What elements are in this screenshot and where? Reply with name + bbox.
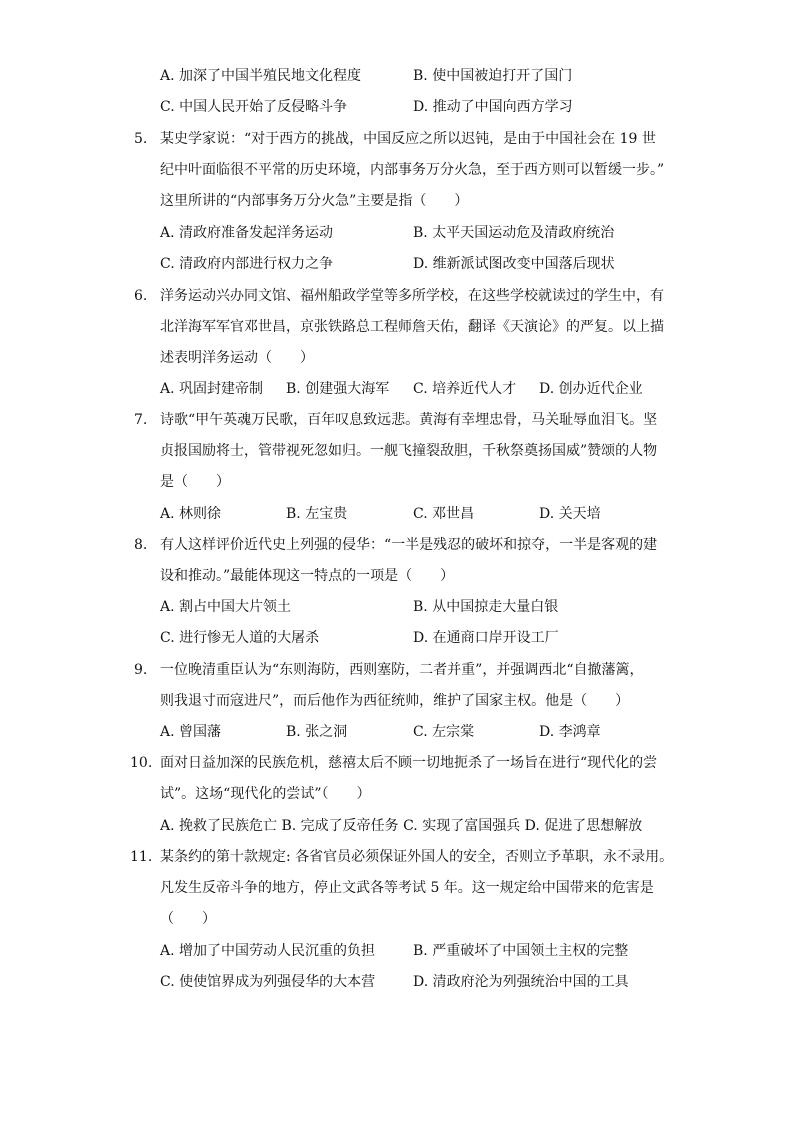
question-text-line: 某史学家说：“对于西方的挑战，中国反应之所以迟钝，是由于中国社会在 19 世 [160,131,656,147]
option-d: D. 推动了中国向西方学习 [413,99,573,115]
option-d: D. 维新派试图改变中国落后现状 [413,256,615,272]
option-c: C. 左宗棠 [413,724,475,740]
option-a: A. 清政府准备发起洋务运动 [160,225,334,241]
option-b: B. 张之洞 [286,724,348,740]
question-text-line: 试”。这场“现代化的尝试”（ ） [160,786,371,802]
option-b: B. 太平天国运动危及清政府统治 [413,225,615,241]
question-text-line: 则我退寸而寇进尺”，而后他作为西征统帅，维护了国家主权。他是（ ） [160,693,630,709]
option-a: A. 林则徐 [160,506,222,522]
option-a: A. 曾国藩 [160,724,222,740]
option-a: A. 巩固封建帝制 [160,381,264,397]
question-text-line: 一位晚清重臣认为“东则海防，西则塞防，二者并重”，并强调西北“自撤藩篱， [160,662,644,678]
option-b: B. 从中国掠走大量白银 [413,599,559,615]
question-text-line: （ ） [160,911,216,927]
question-text-line: 述表明洋务运动（ ） [160,350,314,366]
option-a: A. 割占中国大片领土 [160,599,292,615]
option-c: C. 使使馆界成为列强侵华的大本营 [160,974,376,990]
question-text-line: 是（ ） [160,474,230,490]
option-a: A. 加深了中国半殖民地文化程度 [160,68,362,84]
question-text-line: 诗歌“甲午英魂万民歌，百年叹息致远悲。黄海有幸埋忠骨，马关耻辱血泪飞。坚 [160,412,658,428]
question-number: 8. [134,537,148,553]
question-text-line: 这里所讲的“内部事务万分火急”主要是指（ ） [160,193,469,209]
question-text-line: 北洋海军军官邓世昌，京张铁路总工程师詹天佑，翻译《天演论》的严复。以上描 [160,319,664,335]
option-c: C. 清政府内部进行权力之争 [160,256,334,272]
option-b: B. 左宝贵 [286,506,348,522]
option-d: D. 关天培 [539,506,601,522]
question-text-line: 洋务运动兴办同文馆、福州船政学堂等多所学校，在这些学校就读过的学生中，有 [160,288,664,304]
question-text-line: 凡发生反帝斗争的地方，停止文武各等考试 5 年。这一规定给中国带来的危害是 [160,880,654,896]
option-c: C. 培养近代人才 [413,381,517,397]
option-d: D. 李鸿章 [539,724,601,740]
option-d: D. 清政府沦为列强统治中国的工具 [413,974,629,990]
question-number: 9. [134,662,148,678]
option-a: A. 增加了中国劳动人民沉重的负担 [160,943,376,959]
option-c: C. 进行惨无人道的大屠杀 [160,630,320,646]
option-b: B. 创建强大海军 [286,381,390,397]
option-d: D. 创办近代企业 [539,381,643,397]
question-number: 5. [134,131,148,147]
option-c: C. 中国人民开始了反侵略斗争 [160,99,348,115]
option-b: B. 使中国被迫打开了国门 [413,68,573,84]
options-row: A. 挽救了民族危亡 B. 完成了反帝任务 C. 实现了富国强兵 D. 促进了思想解放 [160,818,643,834]
question-text-line: 贞报国励将士，管带视死忽如归。一舰飞撞裂敌胆，千秋祭奠扬国威”赞颂的人物 [160,443,658,459]
question-text-line: 某条约的第十款规定: 各省官员必须保证外国人的安全，否则立予革职，永不录用。 [160,849,674,865]
question-number: 7. [134,412,148,428]
option-b: B. 严重破坏了中国领土主权的完整 [413,943,629,959]
question-number: 11. [130,849,153,865]
question-number: 10. [130,755,153,771]
option-d: D. 在通商口岸开设工厂 [413,630,559,646]
option-c: C. 邓世昌 [413,506,475,522]
question-text-line: 设和推动。”最能体现这一特点的一项是（ ） [160,568,455,584]
question-text-line: 有人这样评价近代史上列强的侵华：“一半是残忍的破坏和掠夺，一半是客观的建 [160,537,658,553]
question-text-line: 面对日益加深的民族危机，慈禧太后不顾一切地扼杀了一场旨在进行“现代化的尝 [160,755,658,771]
question-number: 6. [134,288,148,304]
question-text-line: 纪中叶面临很不平常的历史环境，内部事务万分火急，至于西方则可以暂缓一步。” [160,162,665,178]
